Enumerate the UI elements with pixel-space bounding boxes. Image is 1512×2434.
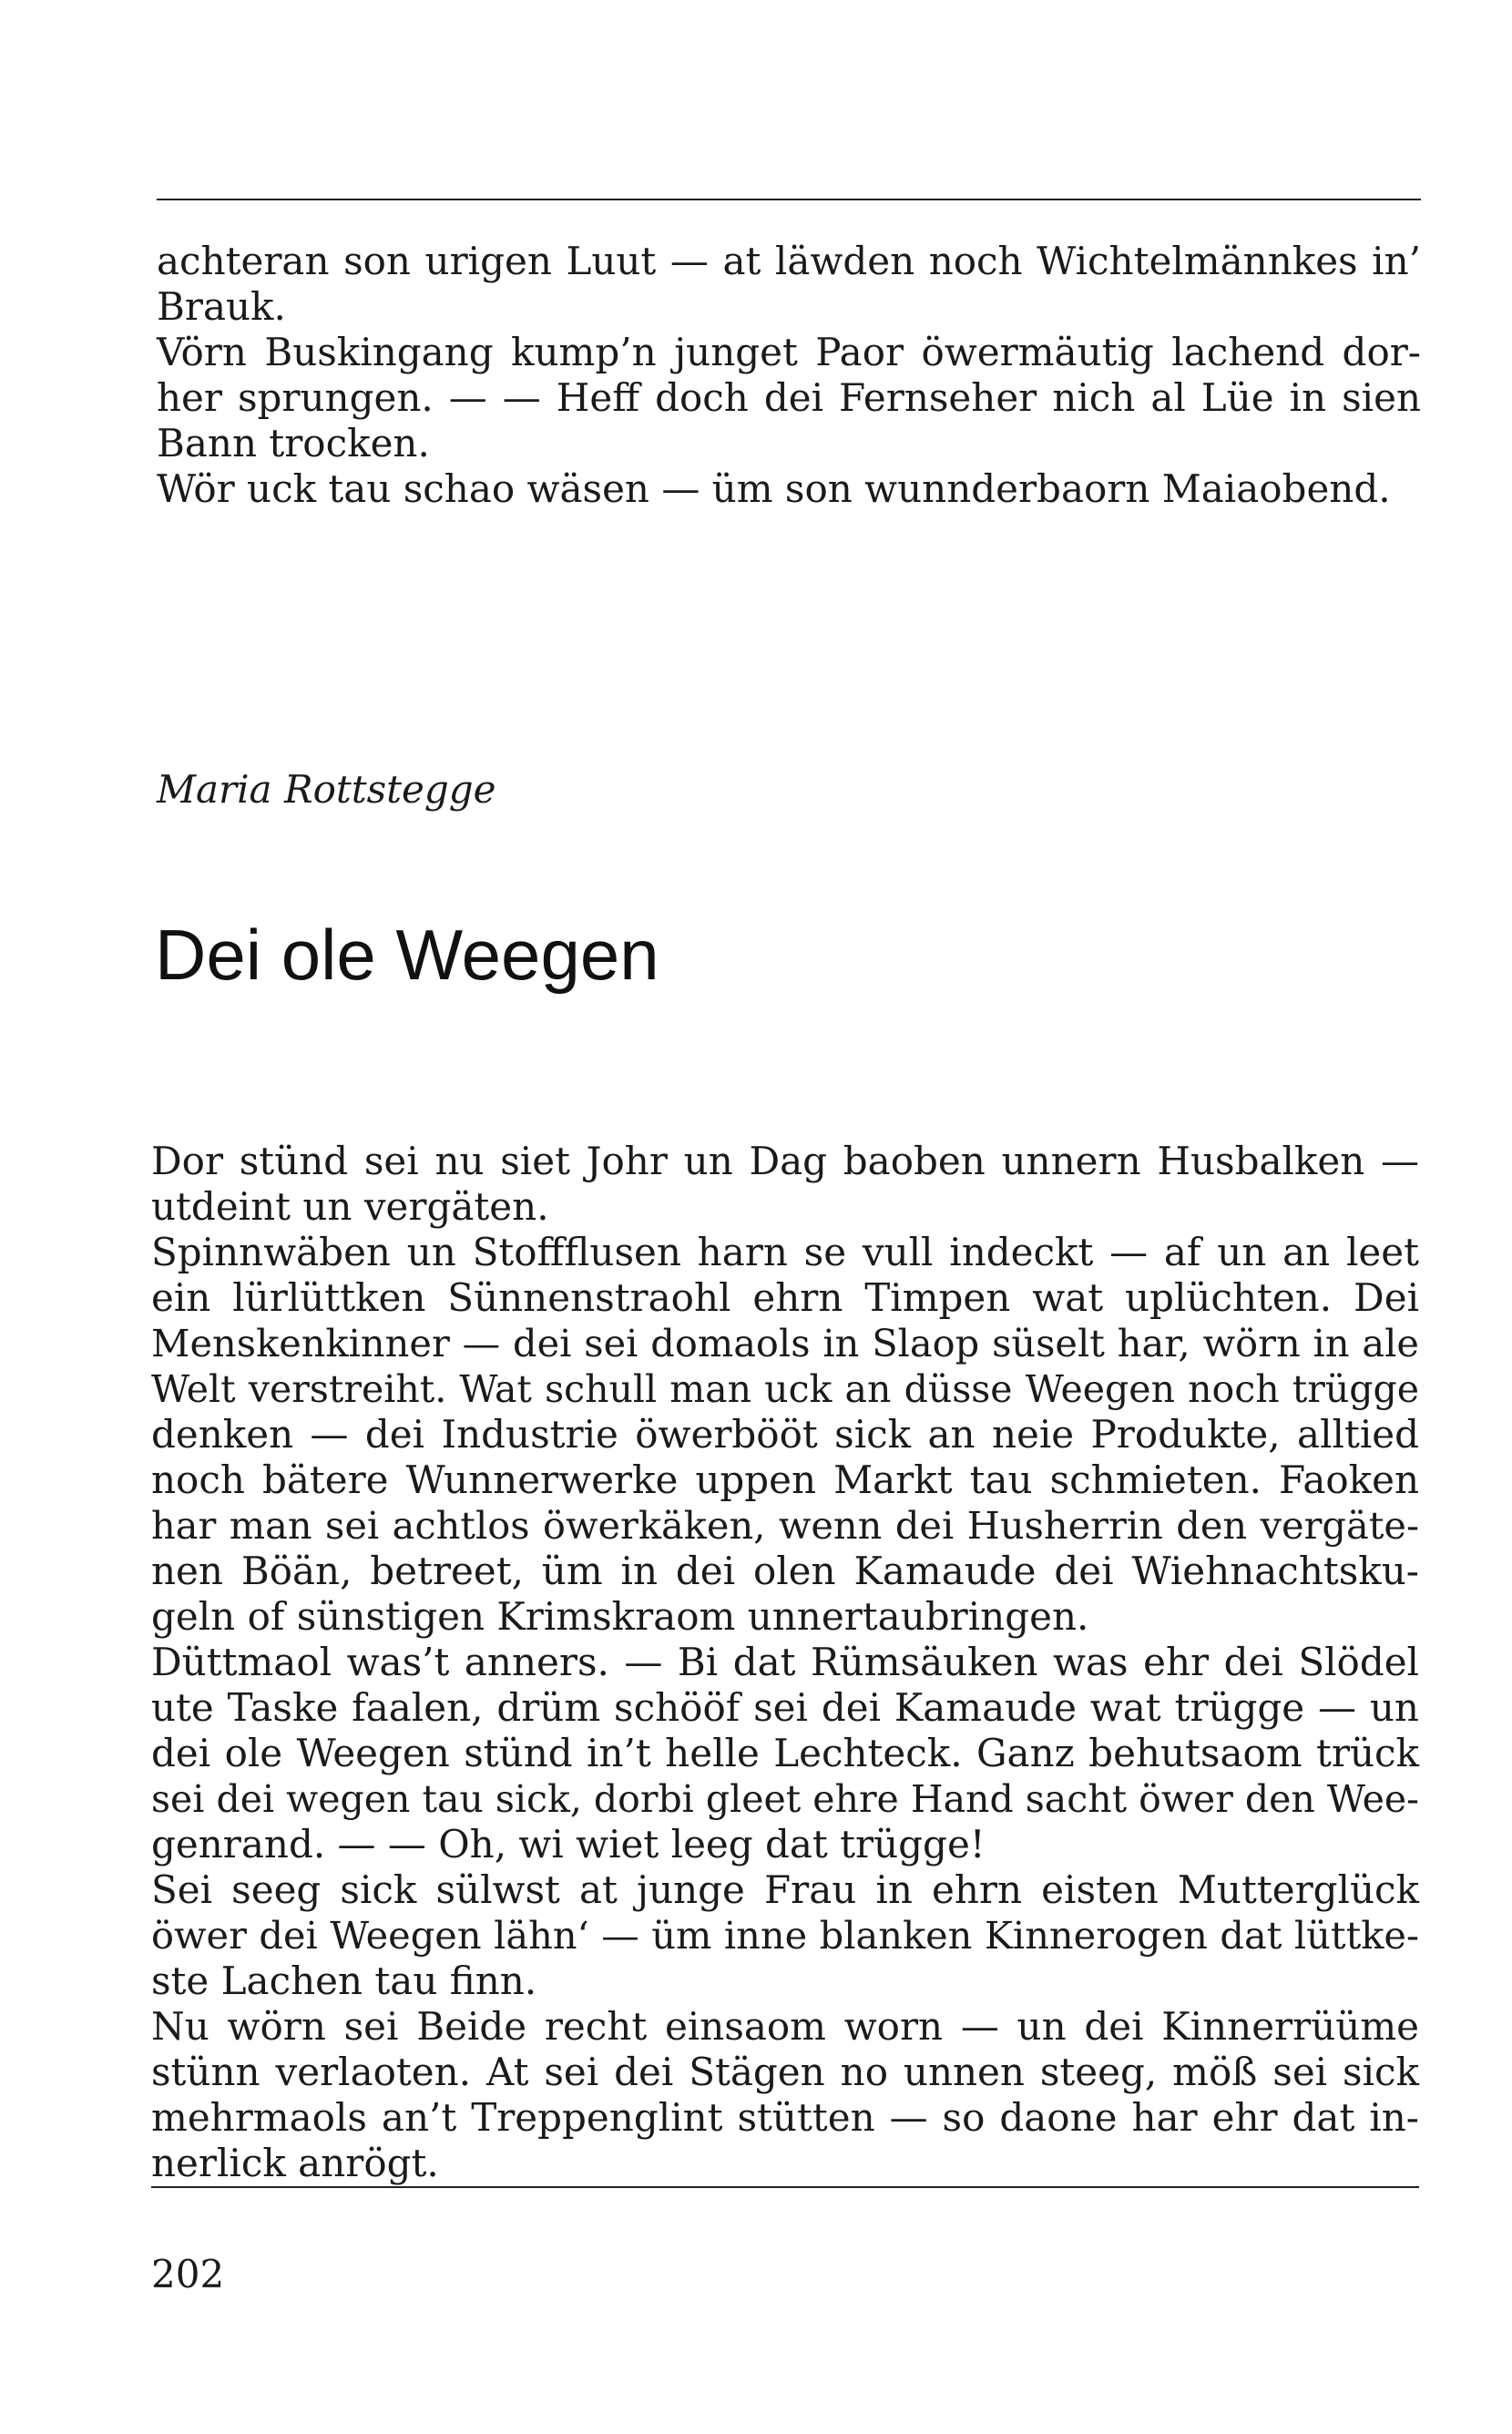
text-line: Spinnwäben un Stoffflusen harn se vull indeckt — af un an leet: [151, 1230, 1419, 1274]
story-body: [151, 1139, 1419, 2186]
previous-poem-ending: [157, 239, 1421, 512]
text-line: Welt verstreiht. Wat schull man uck an düsse Weegen noch trügge: [151, 1367, 1419, 1411]
text-line: dei ole Weegen stünd in’t helle Lechteck. Ganz behutsaom trück: [151, 1731, 1419, 1775]
text-line: achteran son urigen Luut — at läwden noch Wichtelmännkes in’: [157, 239, 1421, 283]
text-line: sei dei wegen tau sick, dorbi gleet ehre Hand sacht öwer den Wee-: [151, 1777, 1419, 1821]
author-name: Maria Rottstegge: [157, 767, 496, 812]
text-line: Dor stünd sei nu siet Johr un Dag baoben unnern Husbalken —: [151, 1139, 1419, 1183]
text-line: stünn verlaoten. At sei dei Stägen no unnen steeg, möß sei sick: [151, 2050, 1419, 2094]
text-line: har man sei achtlos öwerkäken, wenn dei Husherrin den vergäte-: [151, 1503, 1419, 1548]
page-number: 202: [151, 2252, 225, 2296]
text-line: her sprungen. — — Heff doch dei Fernseher nich al Lüe in sien: [157, 375, 1421, 420]
text-line: ein lürlüttken Sünnenstraohl ehrn Timpen wat uplüchten. Dei: [151, 1275, 1419, 1320]
bottom-rule: [151, 2186, 1419, 2188]
text-line: Brauk.: [157, 284, 286, 329]
text-line: Nu wörn sei Beide recht einsaom worn — un dei Kinnerrüüme: [151, 2004, 1419, 2049]
text-line: genrand. — — Oh, wi wiet leeg dat trügge!: [151, 1822, 986, 1866]
text-line: ute Taske faalen, drüm schööf sei dei Kamaude wat trügge — un: [151, 1685, 1419, 1730]
story-title: Dei ole Weegen: [155, 915, 659, 995]
text-line: öwer dei Weegen lähn‘ — üm inne blanken Kinnerogen dat lüttke-: [151, 1913, 1419, 1958]
text-line: denken — dei Industrie öwerbööt sick an neie Produkte, alltied: [151, 1412, 1419, 1457]
text-line: nerlick anrögt.: [151, 2141, 439, 2185]
text-line: geln of sünstigen Krimskraom unnertaubringen.: [151, 1594, 1089, 1639]
text-line: Wör uck tau schao wäsen — üm son wunnderbaorn Maiaobend.: [157, 466, 1391, 511]
text-line: Menskenkinner — dei sei domaols in Slaop süselt har, wörn in ale: [151, 1321, 1419, 1365]
text-line: nen Böän, betreet, üm in dei olen Kamaude dei Wiehnachtsku-: [151, 1549, 1419, 1593]
text-line: noch bätere Wunnerwerke uppen Markt tau schmieten. Faoken: [151, 1457, 1419, 1502]
text-line: Bann trocken.: [157, 421, 430, 465]
text-line: Düttmaol was’t anners. — Bi dat Rümsäuken was ehr dei Slödel: [151, 1640, 1419, 1684]
text-line: Vörn Buskingang kump’n junget Paor öwermäutig lachend dor-: [157, 330, 1421, 374]
text-line: mehrmaols an’t Treppenglint stütten — so daone har ehr dat in-: [151, 2095, 1419, 2140]
text-line: utdeint un vergäten.: [151, 1184, 549, 1229]
text-line: ste Lachen tau finn.: [151, 1958, 537, 2003]
top-rule: [157, 199, 1421, 200]
text-line: Sei seeg sick sülwst at junge Frau in ehrn eisten Mutterglück: [151, 1867, 1419, 1912]
